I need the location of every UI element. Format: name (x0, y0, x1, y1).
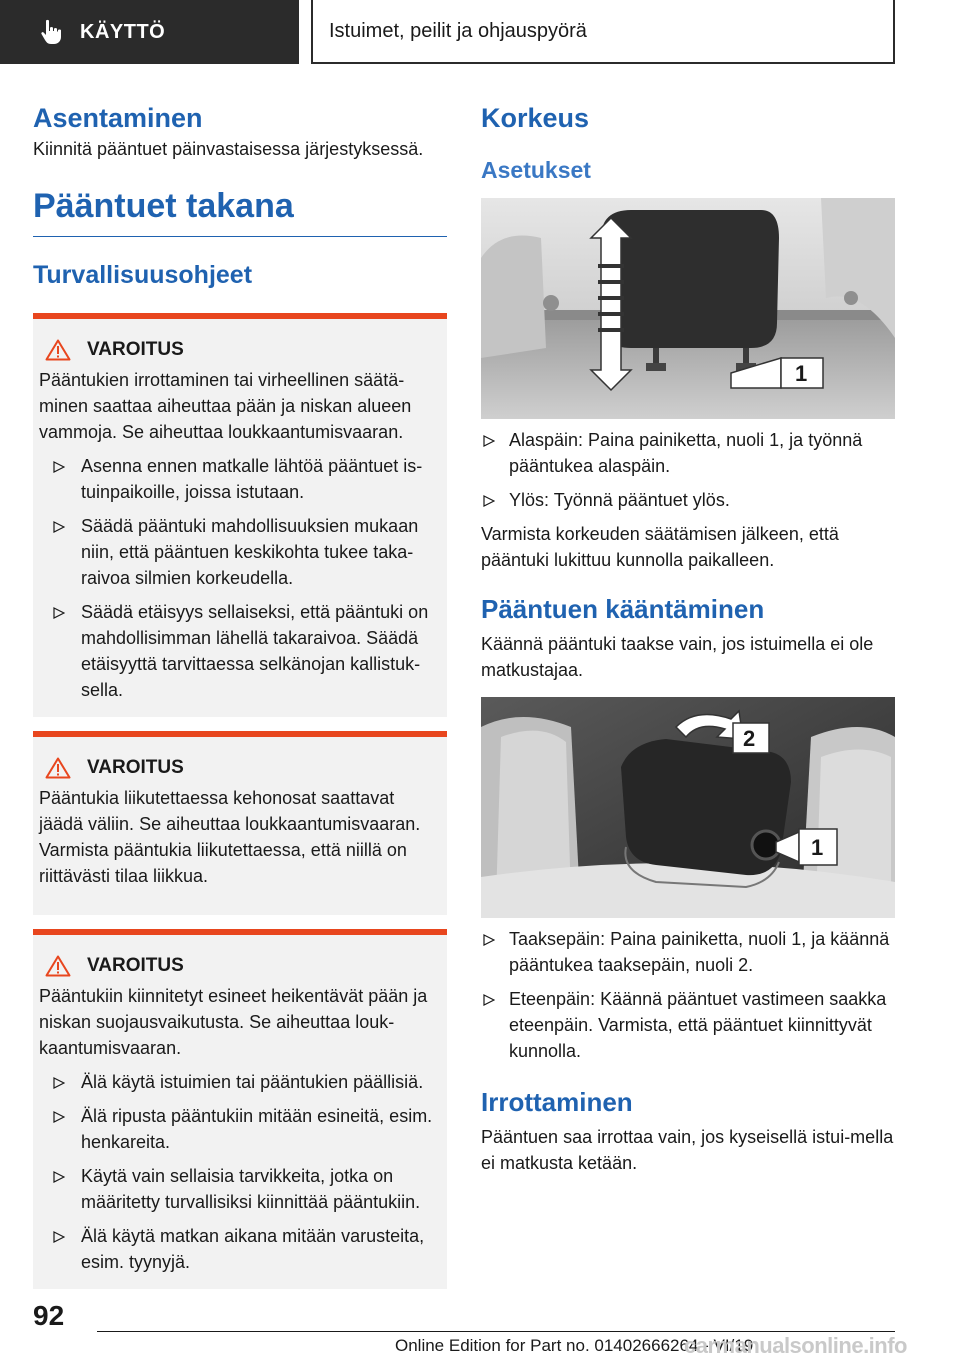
bullet-triangle-icon (53, 521, 65, 533)
safety-heading: Turvallisuusohjeet (33, 261, 253, 289)
bullet-triangle-icon (53, 461, 65, 473)
page-number: 92 (33, 1300, 65, 1331)
chapter-tab-label: KÄYTTÖ (80, 20, 166, 43)
arrow-number-label: 2 (743, 726, 756, 751)
hand-pointer-icon (40, 19, 64, 45)
warning-triangle-icon (45, 757, 71, 779)
bullet-triangle-icon (53, 1111, 65, 1123)
bullet-triangle-icon (483, 934, 495, 946)
bullet-triangle-icon (483, 495, 495, 507)
bullet-triangle-icon (53, 1077, 65, 1089)
main-heading: Pääntuet takana (33, 184, 447, 237)
install-heading: Asentaminen (33, 103, 203, 133)
remove-heading: Irrottaminen (481, 1087, 633, 1117)
fold-text: Käännä pääntuki taakse vain, jos istuimella ei ole matkustajaa. (481, 634, 874, 680)
bullet-triangle-icon (483, 994, 495, 1006)
watermark: carmanualsonline.info (684, 1333, 907, 1358)
list-item: Säädä pääntuki mahdollisuuksien mukaan niin, että pääntuen keskikohta tukee taka-raivoa silmien korkeudella. (39, 513, 439, 591)
bullet-triangle-icon (53, 1231, 65, 1243)
warning-title: VAROITUS (39, 337, 439, 363)
height-note: Varmista korkeuden säätämisen jälkeen, että pääntuki lukittuu kunnolla paikalleen. (481, 524, 839, 570)
install-text: Kiinnitä pääntuet päinvastaisessa järjestyksessä. (33, 139, 424, 159)
bullet-triangle-icon (483, 435, 495, 447)
list-item: Alaspäin: Paina painiketta, nuoli 1, ja työnnä pääntukea alaspäin. (481, 427, 895, 479)
headrest-height-illustration (481, 198, 895, 419)
arrow-number-label: 1 (811, 835, 824, 860)
footer-divider (97, 1331, 895, 1332)
warning-text: Pääntukia liikutettaessa kehonosat saattavat jäädä väliin. Se aiheuttaa loukkaantumisvaaran. Varmista pääntukia liikutettaessa, että niillä on riittävästi tilaa liikkua. (39, 788, 421, 886)
warning-list (39, 1069, 439, 1275)
right-column (481, 100, 895, 1176)
list-item: Älä käytä matkan aikana mitään varusteita, esim. tyynyjä. (39, 1223, 439, 1275)
bullet-triangle-icon (53, 607, 65, 619)
list-item: Taaksepäin: Paina painiketta, nuoli 1, ja käännä pääntukea taaksepäin, nuoli 2. (481, 926, 895, 978)
bullet-triangle-icon (53, 1171, 65, 1183)
left-column (33, 100, 447, 1289)
section-title: Istuimet, peilit ja ohjauspyörä (311, 0, 895, 64)
headrest-fold-illustration (481, 697, 895, 918)
warning-list (39, 453, 439, 703)
warning-text: Pääntukiin kiinnitetyt esineet heikentävät pään ja niskan suojausvaikutusta. Se aiheuttaa louk-kaantumisvaaran. (39, 986, 428, 1058)
list-item: Asenna ennen matkalle lähtöä pääntuet is-tuinpaikoille, joissa istutaan. (39, 453, 439, 505)
settings-heading: Asetukset (481, 157, 591, 183)
headrest-fold-photo (481, 697, 895, 918)
warning-title: VAROITUS (39, 755, 439, 781)
edition-text: Online Edition for Part no. 01402666264 - VI/19 (395, 1336, 754, 1355)
warning-box (33, 731, 447, 915)
remove-text: Pääntuen saa irrottaa vain, jos kyseisellä istui-mella ei matkusta ketään. (481, 1127, 894, 1173)
page-header (0, 0, 960, 66)
list-item: Eteenpäin: Käännä pääntuet vastimeen saakka eteenpäin. Varmista, että pääntuet kiinnittyvät kunnolla. (481, 986, 895, 1064)
list-item: Käytä vain sellaisia tarvikkeita, jotka on määritetty turvallisiksi kiinnittää pääntukiin. (39, 1163, 439, 1215)
warning-triangle-icon (45, 955, 71, 977)
list-item: Älä käytä istuimien tai pääntukien päällisiä. (39, 1069, 439, 1095)
fold-heading: Pääntuen kääntäminen (481, 594, 765, 624)
list-item: Älä ripusta pääntukiin mitään esineitä, esim. henkareita. (39, 1103, 439, 1155)
headrest-height-photo (481, 198, 895, 419)
warning-text: Pääntukien irrottaminen tai virheellinen säätä-minen saattaa aiheuttaa pään ja niskan alueen vammoja. Se aiheuttaa loukkaantumisvaaran. (39, 370, 412, 442)
warning-box (33, 313, 447, 717)
arrow-number-label: 1 (795, 361, 808, 386)
warning-triangle-icon (45, 339, 71, 361)
height-heading: Korkeus (481, 103, 590, 133)
warning-title: VAROITUS (39, 953, 439, 979)
height-list (481, 427, 895, 513)
warning-box (33, 929, 447, 1289)
list-item: Säädä etäisyys sellaiseksi, että pääntuki on mahdollisimman lähellä takaraivoa. Säädä etäisyyttä tarvittaessa selkänojan kallistuk-sella. (39, 599, 439, 703)
fold-list (481, 926, 895, 1064)
list-item: Ylös: Työnnä pääntuet ylös. (481, 487, 895, 513)
chapter-tab[interactable] (0, 0, 299, 64)
